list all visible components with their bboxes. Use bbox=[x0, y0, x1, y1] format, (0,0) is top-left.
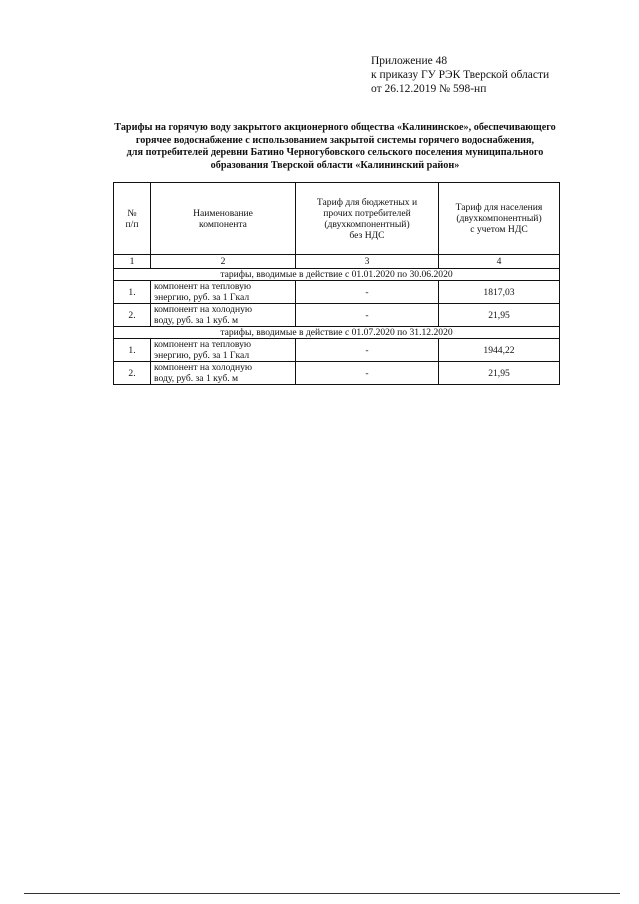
row-component-name: компонент на тепловую энергию, руб. за 1 Гкал bbox=[151, 339, 296, 362]
period-label: тарифы, вводимые в действие с 01.01.2020 по 30.06.2020 bbox=[114, 269, 560, 281]
column-number: 1 bbox=[114, 255, 151, 269]
period-row bbox=[114, 269, 560, 281]
row-component-name: компонент на тепловую энергию, руб. за 1 Гкал bbox=[151, 281, 296, 304]
period-row bbox=[114, 327, 560, 339]
header-component-name: Наименование компонента bbox=[151, 183, 296, 255]
page-bottom-divider bbox=[24, 893, 620, 894]
row-component-name: компонент на холодную воду, руб. за 1 куб. м bbox=[151, 304, 296, 327]
appendix-date: от 26.12.2019 № 598-нп bbox=[371, 83, 487, 95]
appendix-order: к приказу ГУ РЭК Тверской области bbox=[371, 69, 550, 81]
row-population-tariff: 21,95 bbox=[439, 362, 560, 385]
table-row bbox=[114, 304, 560, 327]
header-num: № п/п bbox=[114, 183, 151, 255]
column-number: 2 bbox=[151, 255, 296, 269]
row-population-tariff: 1817,03 bbox=[439, 281, 560, 304]
row-budget-tariff: - bbox=[296, 362, 439, 385]
row-num: 1. bbox=[114, 281, 151, 304]
title-line: горячее водоснабжение с использованием закрытой системы горячего водоснабжения, bbox=[135, 134, 535, 146]
tariff-table bbox=[113, 182, 560, 385]
header-budget-tariff: Тариф для бюджетных и прочих потребителей (двухкомпонентный) без НДС bbox=[296, 183, 439, 255]
row-budget-tariff: - bbox=[296, 339, 439, 362]
table-header-row bbox=[114, 183, 560, 255]
appendix-reference bbox=[371, 54, 549, 96]
row-population-tariff: 1944,22 bbox=[439, 339, 560, 362]
row-num: 1. bbox=[114, 339, 151, 362]
row-population-tariff: 21,95 bbox=[439, 304, 560, 327]
row-component-name: компонент на холодную воду, руб. за 1 куб. м bbox=[151, 362, 296, 385]
row-num: 2. bbox=[114, 362, 151, 385]
row-budget-tariff: - bbox=[296, 281, 439, 304]
appendix-number: Приложение 48 bbox=[371, 55, 448, 67]
table-row bbox=[114, 281, 560, 304]
title-line: образования Тверской области «Калининский район» bbox=[210, 159, 460, 171]
document-title bbox=[80, 122, 590, 172]
table-row bbox=[114, 362, 560, 385]
title-line: Тарифы на горячую воду закрытого акционерного общества «Калининское», обеспечивающего bbox=[114, 122, 556, 133]
column-number: 4 bbox=[439, 255, 560, 269]
column-number: 3 bbox=[296, 255, 439, 269]
table-row bbox=[114, 339, 560, 362]
header-population-tariff: Тариф для населения (двухкомпонентный) с учетом НДС bbox=[439, 183, 560, 255]
period-label: тарифы, вводимые в действие с 01.07.2020 по 31.12.2020 bbox=[114, 327, 560, 339]
title-line: для потребителей деревни Батино Черногубовского сельского поселения муниципального bbox=[126, 147, 544, 158]
row-num: 2. bbox=[114, 304, 151, 327]
row-budget-tariff: - bbox=[296, 304, 439, 327]
column-number-row bbox=[114, 255, 560, 269]
